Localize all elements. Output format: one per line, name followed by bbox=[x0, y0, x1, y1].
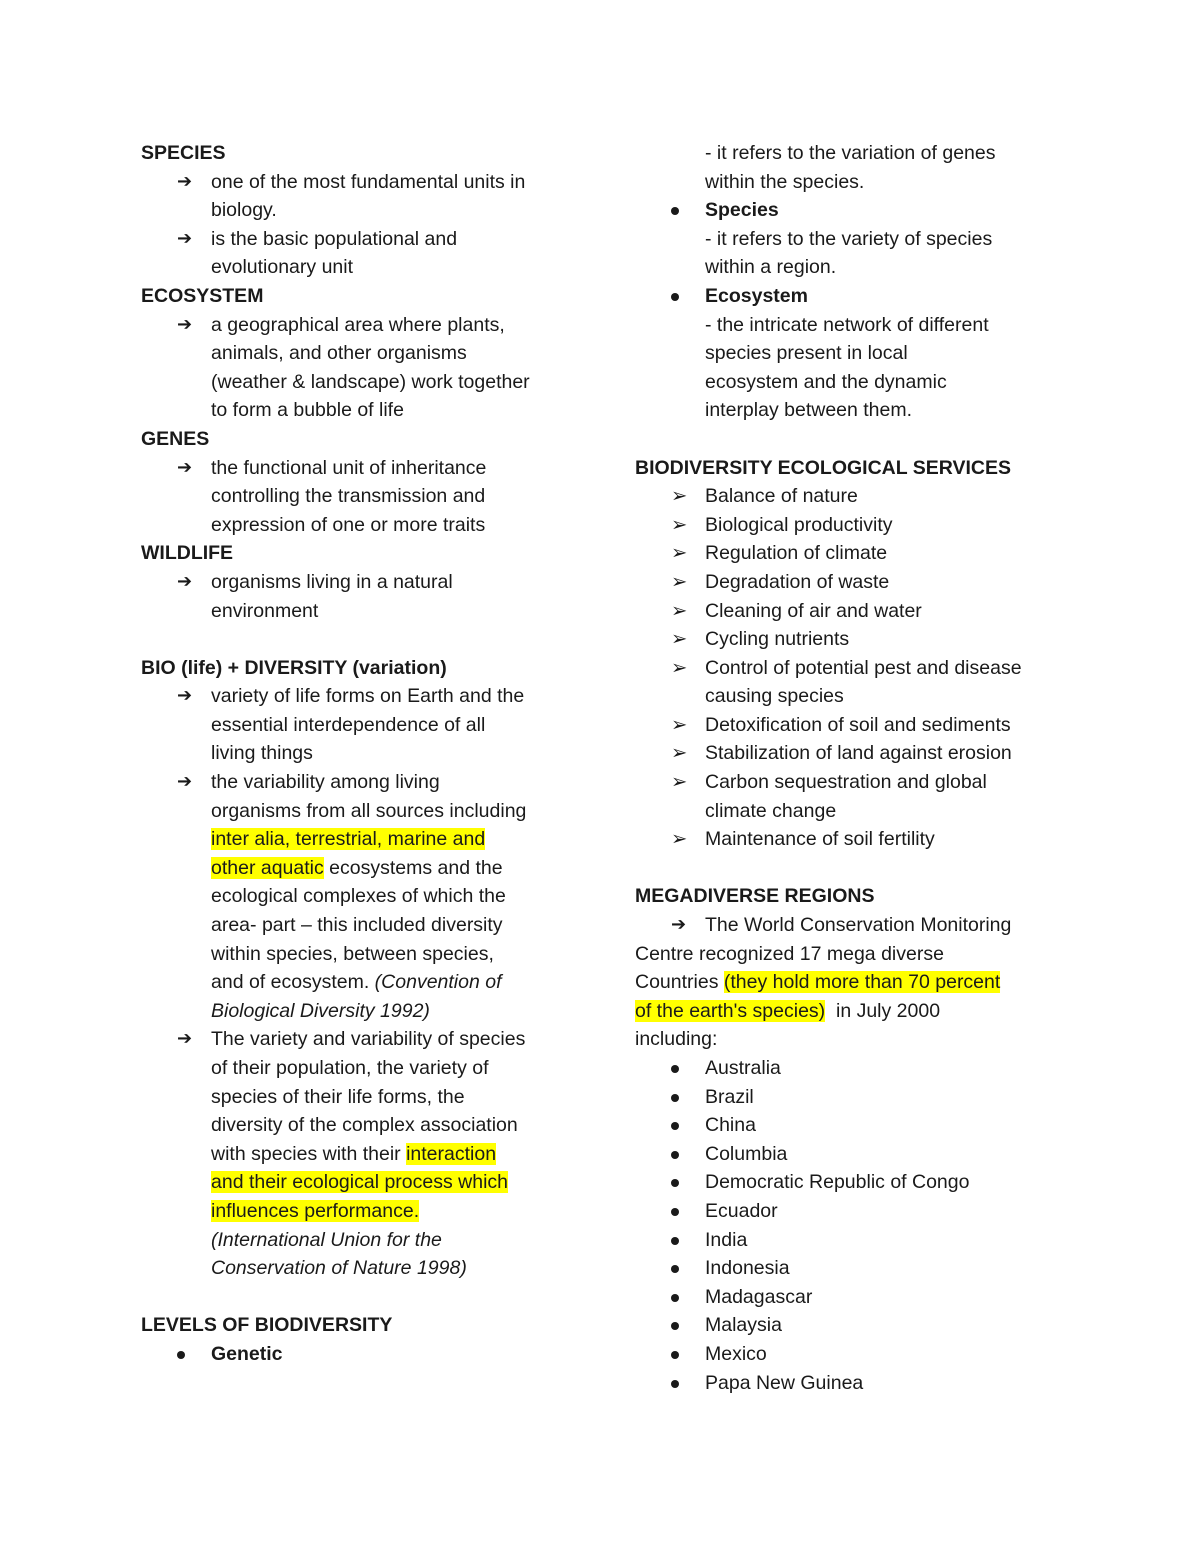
list-item-line: ➢ Stabilization of land against erosion bbox=[635, 739, 1075, 768]
list-item-line: to form a bubble of life bbox=[211, 399, 404, 422]
spacer bbox=[635, 425, 1075, 454]
list-item-line: environment bbox=[211, 599, 319, 622]
list-item-line bbox=[141, 1168, 581, 1197]
citation-text: (Convention of bbox=[374, 971, 502, 994]
chevron-bullet-icon: ➢ bbox=[671, 713, 688, 736]
ecosystem-description: - the intricate network of different bbox=[705, 313, 989, 336]
heading-genes: GENES bbox=[141, 427, 210, 450]
chevron-bullet-icon: ➢ bbox=[671, 742, 688, 765]
ecosystem-description: interplay between them. bbox=[705, 399, 913, 422]
mega-intro-line: including: bbox=[635, 1028, 718, 1051]
list-item-line: ➔ is the basic populational and bbox=[141, 225, 581, 254]
species-list bbox=[141, 168, 581, 282]
level-ecosystem: Ecosystem bbox=[705, 284, 808, 307]
highlighted-text: other aquatic bbox=[211, 856, 324, 879]
arrow-bullet-icon: ➔ bbox=[177, 227, 193, 249]
chevron-bullet-icon: ➢ bbox=[671, 513, 688, 536]
mega-intro-line: of the earth's species) in July 2000 bbox=[635, 999, 941, 1022]
chevron-bullet-icon: ➢ bbox=[671, 656, 688, 679]
list-item-line: ➢ Detoxification of soil and sediments bbox=[635, 711, 1075, 740]
wildlife-list bbox=[141, 568, 581, 625]
ecosystem-description: species present in local bbox=[705, 342, 908, 365]
ecosystem-description: ecosystem and the dynamic bbox=[705, 370, 947, 393]
citation-text: Biological Diversity 1992) bbox=[211, 999, 430, 1022]
heading-ecosystem: ECOSYSTEM bbox=[141, 284, 264, 307]
bio-item-2 bbox=[141, 768, 581, 1025]
arrow-bullet-icon: ➔ bbox=[177, 313, 193, 335]
highlighted-text: inter alia, terrestrial, marine and bbox=[211, 828, 486, 851]
country-item: Papa New Guinea bbox=[705, 1371, 864, 1394]
country-item: India bbox=[705, 1228, 748, 1251]
arrow-bullet-icon: ➔ bbox=[177, 771, 193, 793]
chevron-bullet-icon: ➢ bbox=[671, 485, 688, 508]
citation-text: (International Union for the bbox=[211, 1228, 442, 1251]
country-item: Malaysia bbox=[705, 1314, 782, 1337]
list-item-line: area- part – this included diversity bbox=[211, 914, 503, 937]
left-column bbox=[141, 139, 581, 1369]
country-item: Indonesia bbox=[705, 1257, 790, 1280]
highlighted-text: and their ecological process which bbox=[211, 1171, 508, 1194]
list-item-line: species of their life forms, the bbox=[211, 1085, 465, 1108]
arrow-bullet-icon: ➔ bbox=[671, 914, 687, 936]
list-item-line: other aquatic ecosystems and the bbox=[211, 856, 503, 879]
spacer bbox=[141, 1283, 581, 1312]
list-item-line bbox=[141, 825, 581, 854]
list-item-line: ecological complexes of which the bbox=[211, 885, 506, 908]
heading-ecological-services: BIODIVERSITY ECOLOGICAL SERVICES bbox=[635, 456, 1011, 479]
country-item: Brazil bbox=[705, 1085, 754, 1108]
list-item-line: diversity of the complex association bbox=[211, 1114, 518, 1137]
highlighted-text: interaction bbox=[406, 1142, 497, 1165]
list-item-line: ➔ a geographical area where plants, bbox=[141, 311, 581, 340]
heading-bio-diversity: BIO (life) + DIVERSITY (variation) bbox=[141, 656, 447, 679]
list-item-line: ➔ one of the most fundamental units in bbox=[141, 168, 581, 197]
heading-species: SPECIES bbox=[141, 142, 226, 164]
arrow-bullet-icon: ➔ bbox=[177, 456, 193, 478]
list-item-line: animals, and other organisms bbox=[211, 342, 467, 365]
heading-megadiverse-regions: MEGADIVERSE REGIONS bbox=[635, 885, 875, 908]
ecosystem-list bbox=[141, 311, 581, 425]
heading-wildlife: WILDLIFE bbox=[141, 542, 234, 565]
mega-intro-line: ➔ The World Conservation Monitoring bbox=[635, 911, 1075, 940]
country-item: Ecuador bbox=[705, 1199, 778, 1222]
genetic-description: within the species. bbox=[705, 170, 865, 193]
arrow-bullet-icon: ➔ bbox=[177, 170, 193, 192]
level-genetic: Genetic bbox=[211, 1342, 283, 1365]
chevron-bullet-icon: ➢ bbox=[671, 628, 688, 651]
mega-intro-line: Centre recognized 17 mega diverse bbox=[635, 942, 944, 965]
list-item-line bbox=[141, 1197, 581, 1226]
species-description: - it refers to the variety of species bbox=[705, 227, 993, 250]
chevron-bullet-icon: ➢ bbox=[671, 570, 688, 593]
list-item-line: ➔ variety of life forms on Earth and the bbox=[141, 682, 581, 711]
chevron-bullet-icon: ➢ bbox=[671, 542, 688, 565]
citation-text: Conservation of Nature 1998) bbox=[211, 1257, 467, 1280]
country-item: Columbia bbox=[705, 1142, 788, 1165]
arrow-bullet-icon: ➔ bbox=[177, 1028, 193, 1050]
country-item: Mexico bbox=[705, 1342, 767, 1365]
list-item-line: biology. bbox=[211, 199, 277, 222]
list-item-line: expression of one or more traits bbox=[211, 513, 486, 536]
arrow-bullet-icon: ➔ bbox=[177, 570, 193, 592]
bio-item-3 bbox=[141, 1025, 581, 1282]
list-item-line: ➔ organisms living in a natural bbox=[141, 568, 581, 597]
countries-list bbox=[635, 1054, 1075, 1397]
bio-item-1 bbox=[141, 682, 581, 768]
list-item-line: climate change bbox=[705, 799, 837, 822]
list-item-line: ➢ Degradation of waste bbox=[635, 568, 1075, 597]
list-item-line: (weather & landscape) work together bbox=[211, 370, 530, 393]
list-item-line: and of ecosystem. (Convention of bbox=[211, 971, 502, 994]
highlighted-text: of the earth's species) bbox=[635, 999, 826, 1022]
country-item: Australia bbox=[705, 1057, 781, 1079]
level-species: Species bbox=[705, 199, 779, 222]
list-item-line: with species with their interaction bbox=[211, 1142, 497, 1165]
list-item-line: ➢ Regulation of climate bbox=[635, 539, 1075, 568]
services-list bbox=[635, 482, 1075, 854]
mega-intro-line: Countries (they hold more than 70 percent bbox=[635, 971, 1001, 994]
list-item-line: ➔ The variety and variability of species bbox=[141, 1025, 581, 1054]
list-item-line: ➢ Control of potential pest and disease bbox=[635, 654, 1075, 683]
list-item-line: ➢ Balance of nature bbox=[635, 482, 1075, 511]
list-item-line: ➢ Biological productivity bbox=[635, 511, 1075, 540]
chevron-bullet-icon: ➢ bbox=[671, 599, 688, 622]
list-item-line: of their population, the variety of bbox=[211, 1057, 489, 1079]
list-item-line: ➢ Cleaning of air and water bbox=[635, 597, 1075, 626]
genes-list bbox=[141, 454, 581, 540]
list-item-line: living things bbox=[211, 742, 313, 765]
genetic-description: - it refers to the variation of genes bbox=[705, 142, 996, 164]
right-column bbox=[635, 139, 1075, 1397]
spacer bbox=[635, 854, 1075, 883]
list-item-line: ➢ Carbon sequestration and global bbox=[635, 768, 1075, 797]
list-item-line: ➢ Maintenance of soil fertility bbox=[635, 825, 1075, 854]
list-item-line: ➔ the functional unit of inheritance bbox=[141, 454, 581, 483]
list-item-line: causing species bbox=[705, 685, 844, 708]
list-item-line: ➢ Cycling nutrients bbox=[635, 625, 1075, 654]
arrow-bullet-icon: ➔ bbox=[177, 685, 193, 707]
country-item: China bbox=[705, 1114, 756, 1137]
chevron-bullet-icon: ➢ bbox=[671, 771, 688, 794]
heading-levels-of-biodiversity: LEVELS OF BIODIVERSITY bbox=[141, 1314, 393, 1337]
country-item: Madagascar bbox=[705, 1285, 813, 1308]
list-item-line: essential interdependence of all bbox=[211, 713, 486, 736]
list-item-line: organisms from all sources including bbox=[211, 799, 527, 822]
spacer bbox=[141, 625, 581, 654]
list-item-line: within species, between species, bbox=[211, 942, 494, 965]
highlighted-text: influences performance. bbox=[211, 1199, 420, 1222]
highlighted-text: (they hold more than 70 percent bbox=[723, 971, 1001, 994]
list-item-line: controlling the transmission and bbox=[211, 485, 486, 508]
list-item-line: ➔ the variability among living bbox=[141, 768, 581, 797]
list-item-line: evolutionary unit bbox=[211, 256, 354, 279]
chevron-bullet-icon: ➢ bbox=[671, 828, 688, 851]
species-description: within a region. bbox=[705, 256, 837, 279]
country-item: Democratic Republic of Congo bbox=[705, 1171, 970, 1194]
